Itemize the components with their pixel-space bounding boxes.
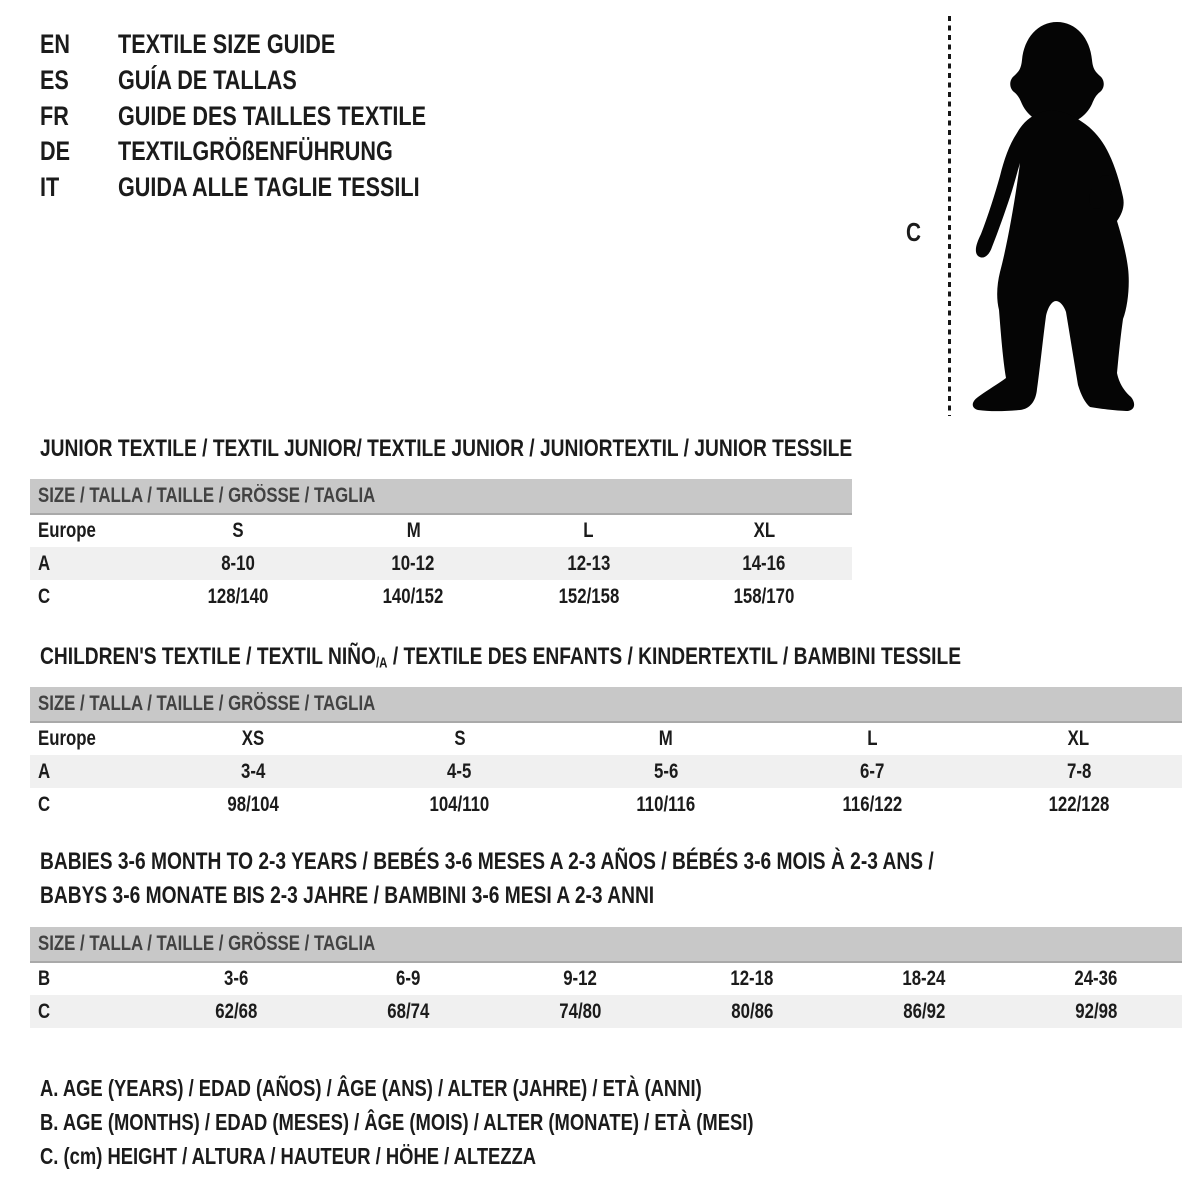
size-cell: 92/98 [1010, 995, 1182, 1028]
size-cell: 6-7 [769, 755, 975, 788]
size-cell: 152/158 [558, 584, 620, 608]
size-cell: 104/110 [429, 792, 490, 816]
table-header-row [30, 927, 1182, 962]
size-cell: 68/74 [322, 995, 494, 1028]
size-cell: 116/122 [842, 792, 903, 816]
junior-size-table [30, 479, 852, 613]
size-cell: 74/80 [494, 995, 666, 1028]
size-cell: 7-8 [976, 755, 1182, 788]
row-label: C [30, 995, 150, 1028]
guide-title-fr: GUIDE DES TAILLES TEXTILE [118, 100, 427, 131]
size-cell: L [583, 519, 594, 542]
size-cell: M [658, 727, 673, 750]
toddler-body [973, 111, 1134, 412]
guide-title-de: TEXTILGRÖßENFÜHRUNG [118, 136, 393, 167]
language-code: FR [40, 100, 69, 131]
size-cell: 9-12 [563, 967, 597, 990]
guide-title-es: GUÍA DE TALLAS [118, 64, 297, 95]
row-label: Europe [38, 519, 96, 542]
row-label: A [30, 755, 150, 788]
childrens-section-title: CHILDREN'S TEXTILE / TEXTIL NIÑO/A / TEXTILE DES ENFANTS / KINDERTEXTIL / BAMBINI TESSILE [40, 643, 962, 672]
size-header-cell: SIZE / TALLA / TAILLE / GRÖSSE / TAGLIA [30, 479, 852, 514]
language-row [40, 170, 503, 206]
table-row-age-months [30, 962, 1182, 995]
table-row-age-years [30, 755, 1182, 788]
size-cell: 8-10 [150, 547, 326, 580]
table-row-height [30, 580, 852, 613]
table-row-height [30, 788, 1182, 821]
size-cell: S [232, 519, 244, 542]
size-cell: 3-6 [223, 967, 249, 990]
size-cell: 158/170 [733, 584, 795, 608]
legend-age-years: A. AGE (YEARS) / EDAD (AÑOS) / ÂGE (ANS) / ALTER (JAHRE) / ETÀ (ANNI) [40, 1075, 702, 1101]
size-cell: XL [753, 519, 775, 542]
row-label: B [38, 967, 51, 990]
guide-title-en: TEXTILE SIZE GUIDE [118, 29, 336, 59]
row-label: Europe [38, 727, 96, 750]
table-row-europe [30, 514, 852, 547]
size-cell: 12-18 [730, 967, 774, 990]
size-cell: XL [1068, 727, 1090, 750]
row-label: C [38, 584, 51, 608]
size-cell: 86/92 [838, 995, 1010, 1028]
language-code: EN [40, 29, 71, 59]
language-row [40, 134, 503, 170]
language-row [40, 27, 503, 63]
height-measure-label: C [906, 217, 922, 247]
babies-size-table [30, 927, 1182, 1028]
row-label: C [38, 792, 51, 816]
size-cell: 24-36 [1074, 967, 1118, 990]
size-cell: S [453, 727, 466, 750]
babies-section-title-line2: BABYS 3-6 MONATE BIS 2-3 JAHRE / BAMBINI 3-6 MESI A 2-3 ANNI [40, 882, 655, 909]
size-cell: 12-13 [501, 547, 677, 580]
size-cell: 98/104 [227, 792, 279, 816]
height-measure-dashed-line [948, 16, 951, 416]
guide-title-it: GUIDA ALLE TAGLIE TESSILI [118, 172, 420, 203]
size-cell: L [867, 727, 878, 750]
size-cell: 18-24 [902, 967, 946, 990]
size-cell: 14-16 [677, 547, 853, 580]
table-row-age-years [30, 547, 852, 580]
size-header-cell: SIZE / TALLA / TAILLE / GRÖSSE / TAGLIA [30, 687, 1182, 722]
language-code: DE [40, 136, 71, 167]
language-row [40, 63, 503, 99]
size-cell: 128/140 [207, 584, 269, 608]
legend-height-cm: C. (cm) HEIGHT / ALTURA / HAUTEUR / HÖHE / ALTEZZA [40, 1143, 537, 1169]
table-header-row [30, 479, 852, 514]
size-cell: 3-4 [150, 755, 356, 788]
table-header-row [30, 687, 1182, 722]
size-cell: 10-12 [326, 547, 502, 580]
size-cell: 122/128 [1048, 792, 1110, 816]
size-cell: 62/68 [150, 995, 322, 1028]
language-title-list [40, 27, 503, 206]
size-cell: M [406, 519, 421, 542]
junior-section-title: JUNIOR TEXTILE / TEXTIL JUNIOR/ TEXTILE JUNIOR / JUNIORTEXTIL / JUNIOR TESSILE [40, 435, 853, 462]
size-cell: 4-5 [356, 755, 562, 788]
legend-age-months: B. AGE (MONTHS) / EDAD (MESES) / ÂGE (MOIS) / ALTER (MONATE) / ETÀ (MESI) [40, 1109, 754, 1135]
size-cell: 6-9 [395, 967, 421, 990]
toddler-head [1010, 22, 1104, 125]
language-code: ES [40, 64, 69, 95]
size-cell: 140/152 [382, 584, 444, 608]
size-cell: XS [241, 727, 265, 750]
table-row-height [30, 995, 1182, 1028]
language-code: IT [40, 172, 60, 203]
size-header-cell: SIZE / TALLA / TAILLE / GRÖSSE / TAGLIA [30, 927, 1182, 962]
babies-section-title-line1: BABIES 3-6 MONTH TO 2-3 YEARS / BEBÉS 3-6 MESES A 2-3 AÑOS / BÉBÉS 3-6 MOIS À 2-3 ANS / [40, 848, 934, 875]
size-cell: 110/116 [636, 792, 696, 816]
language-row [40, 99, 503, 135]
toddler-silhouette-image [960, 16, 1140, 418]
size-cell: 5-6 [563, 755, 769, 788]
row-label: A [30, 547, 150, 580]
table-row-europe [30, 722, 1182, 755]
nino-a-subscript: /A [375, 655, 388, 672]
childrens-size-table [30, 687, 1182, 821]
size-cell: 80/86 [666, 995, 838, 1028]
